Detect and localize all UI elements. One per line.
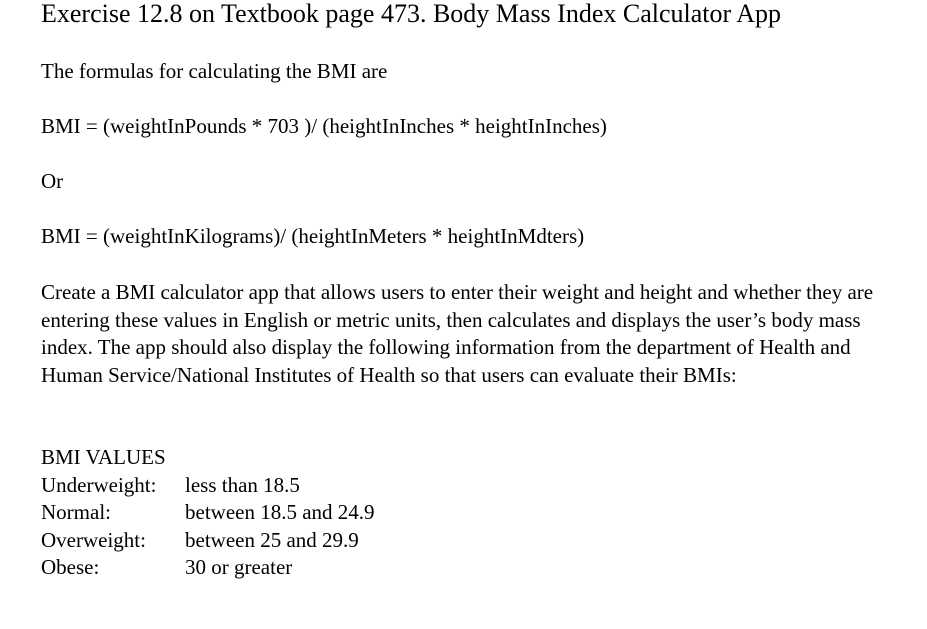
bmi-range: less than 18.5 bbox=[185, 472, 300, 497]
bmi-row-obese bbox=[41, 554, 375, 582]
description-paragraph: Create a BMI calculator app that allows users to enter their weight and height and whether they are entering these values in English or metric units, then calculates and displays the user’s body mass index. The app should also display the following information from the department of Health and Human Service/National Institutes of Health so that users can evaluate their BMIs: bbox=[41, 280, 874, 387]
bmi-range: 30 or greater bbox=[185, 555, 293, 580]
bmi-row-normal bbox=[41, 499, 375, 527]
bmi-category: Overweight: bbox=[41, 527, 146, 552]
bmi-category: Normal: bbox=[41, 500, 111, 525]
intro-text: The formulas for calculating the BMI are bbox=[41, 59, 388, 83]
bmi-category: Underweight: bbox=[41, 472, 157, 497]
bmi-row-underweight bbox=[41, 472, 375, 500]
bmi-row-overweight bbox=[41, 527, 375, 555]
or-text: Or bbox=[41, 169, 64, 193]
bmi-values-heading: BMI VALUES bbox=[41, 445, 166, 469]
bmi-range: between 25 and 29.9 bbox=[185, 527, 359, 552]
bmi-category: Obese: bbox=[41, 555, 100, 580]
formula-metric: BMI = (weightInKilograms)/ (heightInMeters * heightInMdters) bbox=[41, 224, 585, 248]
bmi-values-table bbox=[41, 444, 375, 582]
formula-english: BMI = (weightInPounds * 703 )/ (heightInInches * heightInInches) bbox=[41, 114, 607, 138]
page-title: Exercise 12.8 on Textbook page 473. Body Mass Index Calculator App bbox=[41, 0, 782, 28]
bmi-range: between 18.5 and 24.9 bbox=[185, 500, 375, 525]
